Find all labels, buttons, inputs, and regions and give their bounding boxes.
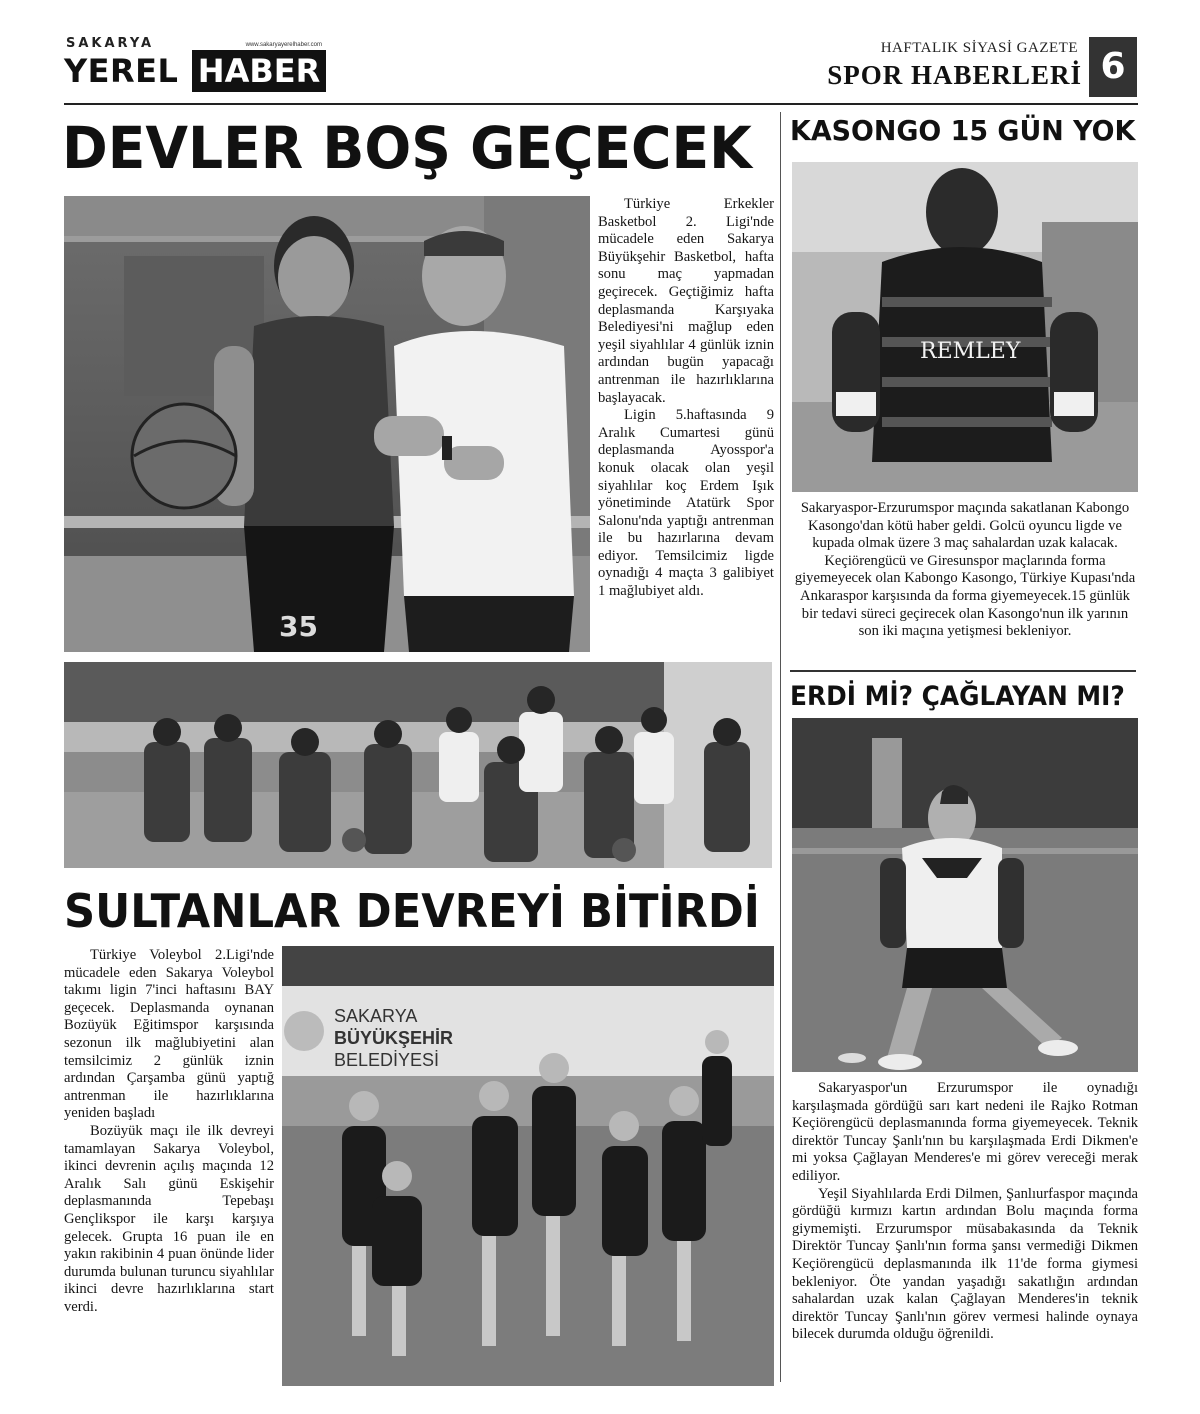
banner-line-1: SAKARYA (334, 1006, 418, 1026)
weekly-label: HAFTALIK SİYASİ GAZETE (880, 40, 1078, 56)
kasongo-article (792, 500, 1138, 641)
erdi-article (792, 1080, 1138, 1344)
masthead-logo (64, 36, 326, 94)
kasongo-photo (792, 162, 1138, 492)
basketball-coach-photo (64, 196, 590, 652)
volleyball-paragraph: Bozüyük maçı ile ilk devreyi tamamlayan Sakarya Voleybol, ikinci devrenin açılış maçında 12 Aralık Salı günü Eskişehir deplasmanında Tepebaşı Gençlikspor ile karşı karşıya gelecek. Grupta 16 puan ile en yakın rakibinin 4 puan önünde lider durumda bulunan turuncu siyahlılar ikinci devre hazırlıklarına start verdi. (64, 1122, 274, 1315)
header-rule (64, 103, 1138, 105)
basketball-paragraph: Ligin 5.haftasında 9 Aralık Cumartesi günü deplasmanda Ayosspor'a konuk olacak olan yeşil siyahlılar koç Erdem Işık yönetiminde Atatürk Spor Salonu'nda yaptığı antrenman ile bu hazırlarına devam ediyor. Temsilcimiz ligde oynadığı 4 maçta 3 galibiyet 1 mağlubiyet aldı. (598, 407, 774, 600)
banner-line-2: BÜYÜKŞEHİR (334, 1028, 454, 1048)
basketball-team-photo (64, 662, 772, 868)
column-divider (780, 112, 781, 1382)
basketball-article (598, 196, 774, 601)
kasongo-paragraph: Sakaryaspor-Erzurumspor maçında sakatlanan Kabongo Kasongo'dan kötü haber geldi. Golcü oyuncu ligde ve kupada olmak üzere 3 maç sahalardan uzak kalacak. Keçiörengücü ve Giresunspor maçlarında forma giyemeyecek olan Kabongo Kasongo, Türkiye Kupası'nda Ankaraspor karşısında da forma giyemeyecek.15 günlük bir tedavi süreci geçirecek olan Kasongo'nun ilk yarının son iki maçına yetişmesi bekleniyor. (794, 500, 1136, 640)
erdi-headline: ERDİ Mİ? ÇAĞLAYAN MI? (790, 681, 1125, 712)
basketball-headline: DEVLER BOŞ GEÇECEK (62, 114, 752, 182)
basketball-paragraph: Türkiye Erkekler Basketbol 2. Ligi'nde mücadele eden Sakarya Büyükşehir Basketbol, hafta sonu maç yapmadan geçirecek. Geçtiğimiz hafta deplasmanda Karşıyaka Belediyesi'ni mağlup eden yeşil siyahlılar 4 günlük iznin ardından bugün yapacağı antrenman ile hazırlıklarına başlayacak. (598, 196, 774, 406)
volleyball-photo (282, 946, 774, 1386)
masthead-url: www.sakaryayerelhaber.com (245, 42, 322, 48)
volleyball-headline: SULTANLAR DEVREYİ BİTİRDİ (64, 884, 760, 938)
masthead-haber: HABER (192, 50, 326, 92)
jersey-sponsor: REMLEY (920, 339, 1021, 364)
erdi-paragraph: Yeşil Siyahlılarda Erdi Dilmen, Şanlıurfaspor maçında gördüğü kırmızı kartın ardından Bolu maçında forma giymemişti. Erzurumspor müsabakasında da Teknik Direktör Tuncay Şanlı'nın forma şansı vermediği Dikmen Keçiörengücü deplasmanında ilk 11'de forma giymesi bekleniyor. Öte yandan yaşadığı sakatlığın ardından sahalardan uzak kalan Çağlayan Menderes'in teknik direktör Tuncay Şanlı'nın görev vermesi halinde oynaya bilecek durumda olduğu öğrenildi. (792, 1185, 1138, 1343)
volleyball-paragraph: Türkiye Voleybol 2.Ligi'nde mücadele eden Sakarya Voleybol takımı ligin 7'inci haftasını BAY geçecek. Deplasmanda oynanan Bozüyük Eğitimspor karşısında sezonun ilk mağlubiyetini alan temsilcimiz 2 günlük iznin ardından Çarşamba günü yaptığ antrenman ile hazırlıklarına yeniden başladı (64, 947, 274, 1122)
section-title: SPOR HABERLERİ (827, 60, 1082, 90)
erdi-photo (792, 718, 1138, 1072)
page-number: 6 (1089, 37, 1137, 97)
volleyball-article (64, 947, 274, 1316)
banner-line-3: BELEDİYESİ (334, 1050, 440, 1070)
masthead-top-text: SAKARYA (66, 36, 155, 51)
masthead-yerel: YEREL (64, 52, 179, 90)
jersey-number: 35 (279, 610, 318, 643)
kasongo-headline: KASONGO 15 GÜN YOK (790, 114, 1136, 147)
right-column-divider (790, 670, 1136, 672)
erdi-paragraph: Sakaryaspor'un Erzurumspor ile oynadığı karşılaşmada gördüğü sarı kart nedeni ile Rajko Rotman Keçiörengücü deplasmanında forma giyemeyecek. Teknik direktör Tuncay Şanlı'nın bu karşılaşmada Erdi Dikmen'e mi yoksa Çağlayan Menderes'e mi görev vereceği merak ediliyor. (792, 1080, 1138, 1184)
